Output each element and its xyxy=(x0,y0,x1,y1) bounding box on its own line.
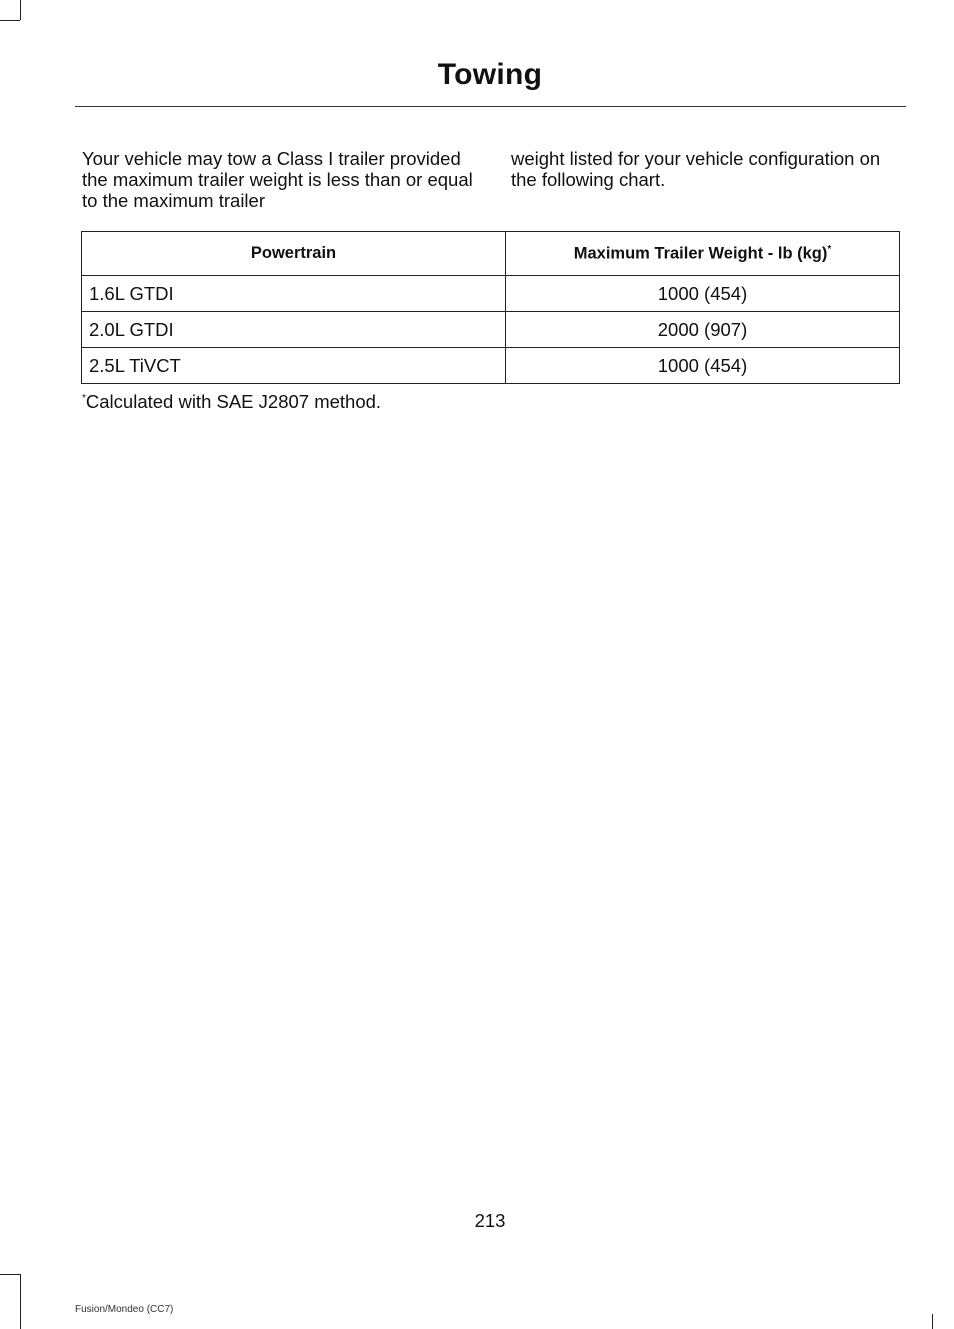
towing-weight-table xyxy=(81,231,900,384)
crop-mark-bottom-left-horizontal xyxy=(0,1274,20,1275)
model-footer: Fusion/Mondeo (CC7) xyxy=(75,1304,174,1315)
page-number: 213 xyxy=(474,1210,506,1231)
crop-mark-top-left-vertical xyxy=(20,0,21,20)
header-powertrain: Powertrain xyxy=(82,232,506,276)
crop-mark-bottom-left-tick xyxy=(20,1314,21,1329)
crop-mark-bottom-right-tick xyxy=(932,1314,933,1329)
footnote-marker: * xyxy=(827,243,832,255)
cell-powertrain: 1.6L GTDI xyxy=(82,276,506,312)
intro-text-column-1: Your vehicle may tow a Class I trailer provided the maximum trailer weight is less than or equal to the maximum trailer xyxy=(82,148,473,211)
page-title: Towing xyxy=(437,58,543,91)
intro-text-column-2: weight listed for your vehicle configuration on the following chart. xyxy=(511,148,881,190)
table-row xyxy=(82,276,900,312)
header-max-trailer-weight: Maximum Trailer Weight - lb (kg)* xyxy=(506,232,900,276)
table-footnote: *Calculated with SAE J2807 method. xyxy=(82,391,382,412)
footnote-marker: * xyxy=(82,392,86,404)
table-row xyxy=(82,348,900,384)
cell-max-weight: 1000 (454) xyxy=(506,276,900,312)
table-header-row xyxy=(82,232,900,276)
title-divider xyxy=(75,106,906,107)
crop-mark-top-left-horizontal xyxy=(0,20,20,21)
cell-powertrain: 2.5L TiVCT xyxy=(82,348,506,384)
cell-max-weight: 1000 (454) xyxy=(506,348,900,384)
cell-powertrain: 2.0L GTDI xyxy=(82,312,506,348)
cell-max-weight: 2000 (907) xyxy=(506,312,900,348)
table-row xyxy=(82,312,900,348)
